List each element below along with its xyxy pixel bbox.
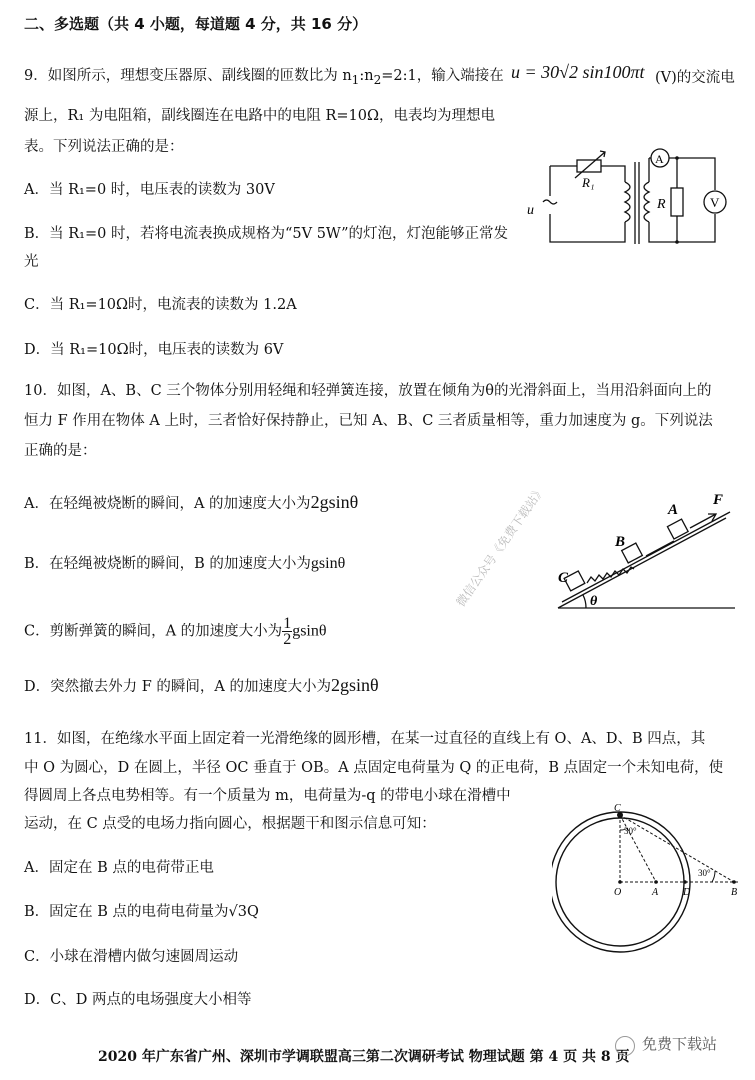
q9-stem-1c: :n (359, 68, 374, 84)
q11-option-d: D．C、D 两点的电场强度大小相等 (24, 992, 252, 1008)
q9-stem-line-2: 源上，R₁ 为电阻箱，副线圈连在电路中的电阻 R=10Ω，电表均为理想电 (24, 108, 495, 124)
fraction-denominator: 2 (283, 631, 292, 648)
label-angle-1: 30° (624, 826, 637, 836)
q9-option-b-cont: 光 (24, 254, 39, 270)
label-f: F (713, 492, 724, 508)
q11-stem-line-4: 运动，在 C 点受的电场力指向圆心，根据题干和图示信息可知： (24, 816, 436, 832)
watermark: 微信公众号《免费下载站》 (453, 483, 548, 610)
label-voltmeter: V (710, 195, 720, 210)
q11-circle-figure (552, 800, 752, 1000)
label-a: A (652, 887, 659, 898)
q11-option-c: C．小球在滑槽内做匀速圆周运动 (24, 949, 239, 965)
label-b: B (731, 887, 738, 898)
label-r1: R₁ (582, 175, 595, 190)
q9-option-a: A．当 R₁=0 时，电压表的读数为 30V (24, 182, 275, 198)
label-a: A (668, 502, 679, 518)
label-r: R (657, 197, 666, 212)
q10-stem-line-3: 正确的是： (24, 443, 97, 459)
footer: 2020 年广东省广州、深圳市学调联盟高三第二次调研考试 物理试题 第 4 页 共 8 页 (98, 1049, 630, 1065)
q10-option-d-text: D．突然撤去外力 F 的瞬间，A 的加速度大小为 (24, 679, 331, 695)
q9-option-c: C．当 R₁=10Ω时，电流表的读数为 1.2A (24, 297, 297, 313)
label-b: B (615, 534, 626, 550)
q10-incline-figure (550, 484, 740, 614)
label-o: O (614, 887, 622, 898)
fraction-numerator: 1 (283, 615, 292, 632)
q10-stem-line-1: 10．如图，A、B、C 三个物体分别用轻绳和轻弹簧连接，放置在倾角为θ的光滑斜面上，当用沿斜面向上的 (24, 383, 712, 399)
q9-stem-line-1 (24, 66, 504, 90)
q9-option-d: D．当 R₁=10Ω时，电压表的读数为 6V (24, 342, 284, 358)
wechat-logo-icon (615, 1036, 635, 1056)
q11-option-a: A．固定在 B 点的电荷带正电 (24, 860, 214, 876)
angle-arc-icon (583, 595, 586, 608)
resistor-r-icon (671, 188, 683, 216)
secondary-coil-icon (644, 182, 649, 222)
q11-stem-line-1: 11．如图，在绝缘水平面上固定着一光滑绝缘的圆形槽，在某一过直径的直线上有 O、A、D、B 四点，其 (24, 731, 706, 747)
q9-formula-unit: (V)的交流电 (655, 70, 735, 86)
q10-option-d-expr: 2gsinθ (330, 675, 379, 695)
q10-option-a-expr: 2gsinθ (310, 492, 359, 512)
q9-formula: u = 30√2 sin100πt (511, 62, 645, 82)
q10-option-a-text: A．在轻绳被烧断的瞬间，A 的加速度大小为 (24, 496, 311, 512)
q9-stem-1d: 2 (373, 72, 382, 87)
q9-stem-line-3: 表。下列说法正确的是： (24, 139, 184, 155)
q10-option-b (24, 554, 345, 574)
q10-stem-line-2: 恒力 F 作用在物体 A 上时，三者恰好保持静止，已知 A、B、C 三者质量相等，重力加速度为 g。下列说法 (24, 413, 713, 429)
label-d: D (683, 887, 691, 898)
label-ammeter: A (655, 152, 664, 166)
q10-option-b-text: B．在轻绳被烧断的瞬间，B 的加速度大小为 (24, 556, 311, 572)
q11-stem-line-2: 中 O 为圆心，D 在圆上，半径 OC 垂直于 OB。A 点固定电荷量为 Q 的正电荷，B 点固定一个未知电荷，使 (24, 760, 724, 776)
q10-option-c-fraction (282, 616, 292, 647)
section-title: 二、多选题（共 4 小题，每道题 4 分，共 16 分） (24, 15, 368, 33)
q11-stem-line-3: 得圆周上各点电势相等。有一个质量为 m，电荷量为-q 的带电小球在滑槽中 (24, 788, 511, 804)
label-theta: θ (590, 594, 598, 609)
q10-option-c (24, 616, 327, 647)
q9-stem-1b: 1 (351, 72, 360, 87)
q9-stem-1a: 9．如图所示，理想变压器原、副线圈的匝数比为 n (24, 68, 352, 84)
label-c: C (614, 803, 621, 814)
label-c: C (558, 570, 569, 586)
q11-option-b: B．固定在 B 点的电荷电荷量为√3Q (24, 904, 259, 920)
q10-option-c-text: C．剪断弹簧的瞬间，A 的加速度大小为 (24, 623, 283, 640)
q10-option-d (24, 675, 379, 697)
q9-stem-1e: =2:1，输入端接在 (381, 68, 504, 84)
q9-circuit-figure (525, 144, 730, 250)
logo-text: 免费下载站 (642, 1035, 718, 1053)
label-angle-2: 30° (698, 868, 711, 878)
q10-option-b-expr: gsinθ (310, 555, 346, 572)
ac-source-icon (543, 200, 557, 204)
primary-coil-icon (625, 182, 630, 222)
q9-option-b: B．当 R₁=0 时，若将电流表换成规格为“5V 5W”的灯泡，灯泡能够正常发 (24, 226, 509, 242)
label-u: u (527, 203, 534, 218)
q10-option-a (24, 492, 358, 514)
q10-option-c-expr: gsinθ (292, 622, 327, 640)
